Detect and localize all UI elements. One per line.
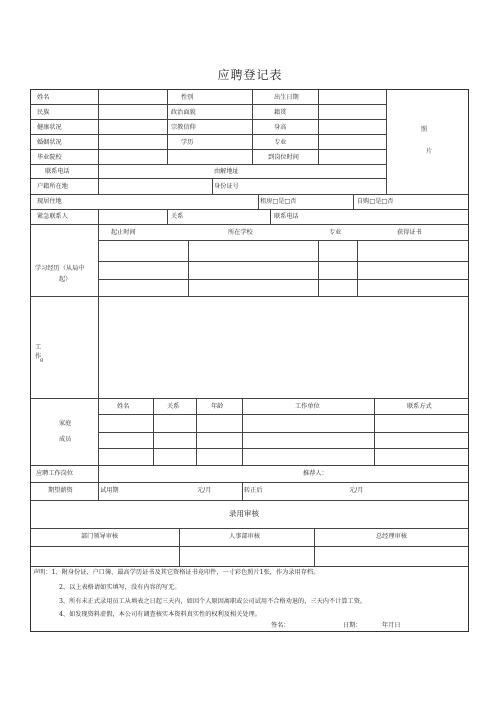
date-label: 日期： [343, 622, 362, 629]
study-label-1: 学习经历（从局中 [35, 265, 85, 272]
family-header-relation: 关系 [167, 403, 180, 410]
photo-label-2: 片 [426, 148, 433, 155]
label-own: 自购□是□否 [357, 198, 394, 205]
label-gender: 性别 [181, 94, 194, 101]
note-1: 声明：1、附身份证、户口簿、最高学历证书及其它资格证书竟印件，一寸彩色照片1张，作为录用存档。 [33, 569, 320, 576]
work-label-2: 作 [35, 353, 42, 360]
label-email: 由解地址 [214, 168, 239, 175]
label-religion: 宗教信仰 [171, 124, 196, 131]
label-position: 应聘工作岗位 [36, 470, 74, 477]
family-header-age: 年龄 [211, 403, 224, 410]
family-label-1: 家庭 [59, 420, 72, 427]
label-probation: 试用期 [100, 487, 119, 494]
label-height: 身高 [274, 124, 287, 131]
note-2: 2、以上表格请如实填写，没有内容的写无。 [59, 584, 181, 591]
review-title: 录用审核 [229, 509, 259, 518]
study-label-2: 起） [59, 276, 72, 283]
ymd-label: 年月日 [382, 622, 401, 629]
label-relation: 关系 [171, 213, 184, 220]
label-address: 现居住地 [37, 198, 62, 205]
label-political: 政治面貌 [171, 109, 196, 116]
study-header-major: 专业 [329, 229, 342, 236]
label-name: 姓名 [37, 94, 50, 101]
family-header-name: 姓名 [117, 403, 130, 410]
label-unit-1: 元/月 [197, 487, 212, 494]
label-major: 专业 [274, 139, 287, 146]
family-header-contact: 联系方式 [407, 403, 432, 410]
label-emergency-phone: 联系电话 [274, 213, 299, 220]
label-emergency: 紧急联系人 [37, 213, 68, 220]
label-referrer: 推荐人： [303, 470, 328, 477]
photo-label-1: 照 [421, 126, 428, 133]
label-idcard: 身份证号 [214, 183, 239, 190]
form-table [30, 89, 469, 632]
label-arrival: 到岗位时间 [268, 154, 299, 161]
study-header-school: 所在学校 [228, 229, 253, 236]
family-label-2: 成员 [59, 436, 72, 443]
sign-label: 签名： [271, 622, 290, 629]
study-header-time: 起止时间 [111, 229, 136, 236]
label-native: 籍贯 [274, 109, 287, 116]
label-health: 健康状况 [37, 124, 62, 131]
label-unit-2: 元/月 [349, 487, 364, 494]
page-title: 应聘登记表 [217, 68, 283, 82]
label-hukou: 户籍所在地 [37, 183, 68, 190]
label-rent: 租房□是□否 [260, 198, 297, 205]
work-mark: g [40, 357, 44, 363]
review-gm: 总经理审核 [376, 533, 407, 540]
label-salary: 期望薪资 [48, 487, 73, 494]
label-birth: 出生日期 [274, 94, 299, 101]
review-dept: 部门领导审核 [81, 533, 119, 540]
review-hr: 人事部审核 [229, 533, 260, 540]
label-ethnicity: 民族 [37, 109, 50, 116]
note-3: 3、所有未正式录用员工从填表之日起三天内，如因个人原因离职或公司试用不合格劝退的，三天内不计算工资。 [59, 598, 367, 605]
label-phone: 联系电话 [45, 168, 70, 175]
note-4: 4、如发现资料虚假，本公司有调查核实本资料真实性的权利及相关处理。 [59, 611, 261, 618]
label-regular: 转正后 [244, 487, 263, 494]
label-school: 毕业院校 [37, 154, 62, 161]
label-marital: 婚姻状况 [37, 139, 62, 146]
study-header-cert: 获得证书 [397, 229, 422, 236]
family-header-employer: 工作单位 [295, 403, 320, 410]
work-label-1: 工 [35, 344, 42, 351]
label-education: 学历 [181, 139, 194, 146]
